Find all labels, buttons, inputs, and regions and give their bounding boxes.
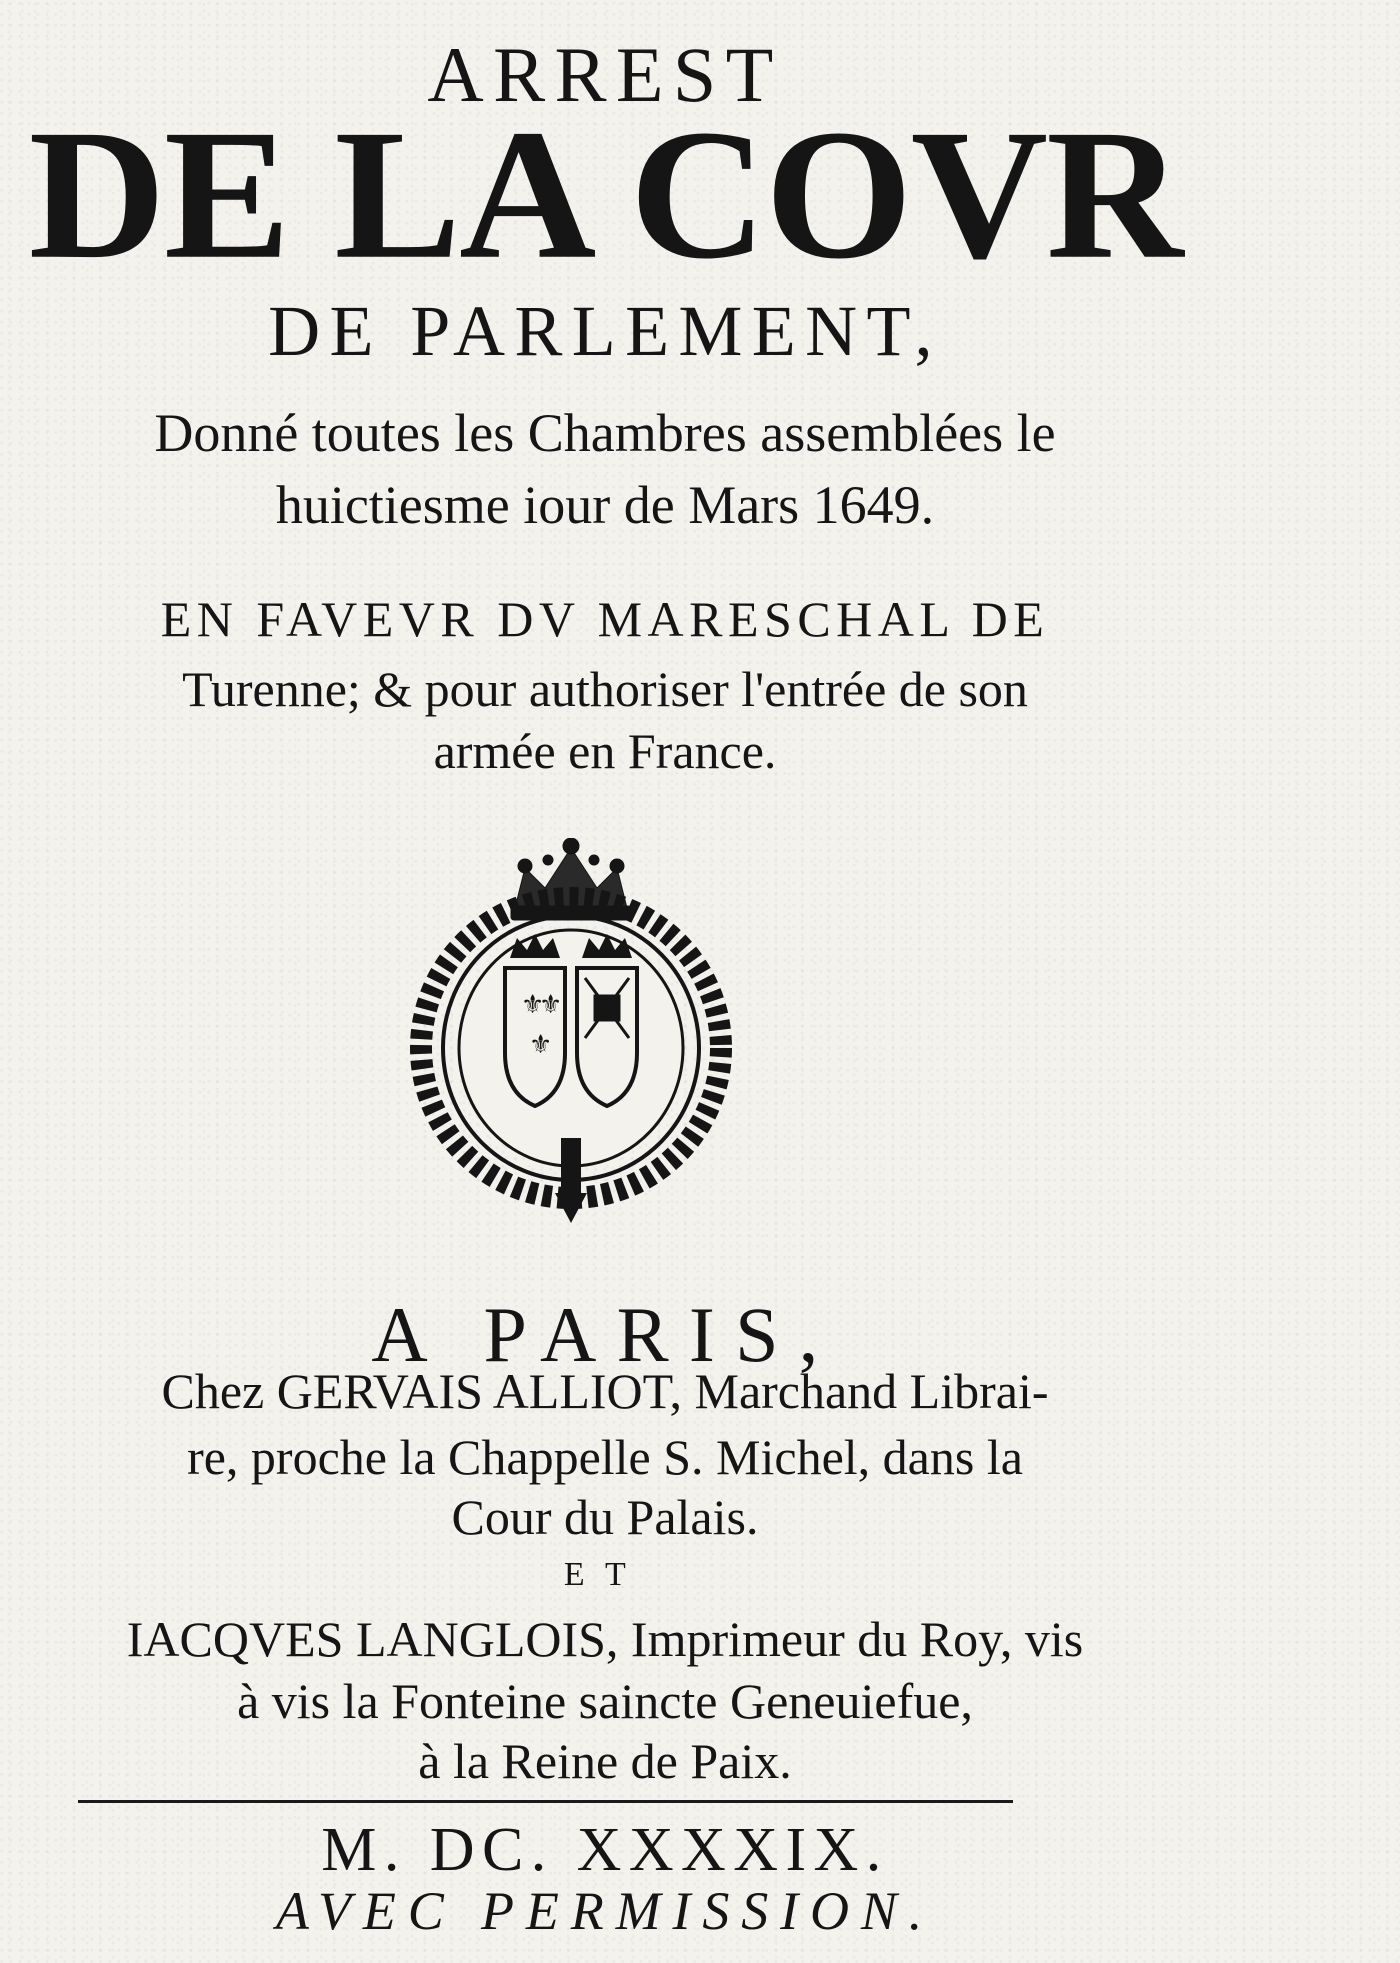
donne-line-1: Donné toutes les Chambres assemblées le xyxy=(154,403,1056,463)
title-de-parlement: DE PARLEMENT, xyxy=(268,291,942,371)
title-de-la-cour: DE LA COVR xyxy=(28,92,1182,298)
printer1-line-1: Chez GERVAIS ALLIOT, Marchand Librai- xyxy=(161,1363,1049,1419)
printer1-line-3: Cour du Palais. xyxy=(451,1489,759,1545)
faveur-line-2: Turenne; & pour authoriser l'entrée de son xyxy=(182,661,1028,717)
svg-text:⚜: ⚜ xyxy=(521,990,545,1020)
royal-coat-of-arms-icon xyxy=(405,838,737,1223)
publication-year: M. DC. XXXXIX. xyxy=(321,1816,889,1884)
permission-notice: AVEC PERMISSION. xyxy=(275,1881,935,1941)
svg-text:⚜: ⚜ xyxy=(539,990,563,1020)
faveur-line-3: armée en France. xyxy=(433,723,777,779)
printer2-line-3: à la Reine de Paix. xyxy=(418,1733,792,1789)
donne-line-2: huictiesme iour de Mars 1649. xyxy=(275,475,935,535)
printer2-line-2: à vis la Fonteine saincte Geneuiefue, xyxy=(237,1673,973,1729)
horizontal-rule xyxy=(78,1800,1013,1803)
faveur-line-1: EN FAVEVR DV MARESCHAL DE xyxy=(160,591,1050,647)
imprint-city: A PARIS, xyxy=(371,1291,839,1378)
imprint-et: ET xyxy=(563,1556,647,1593)
svg-text:⚜: ⚜ xyxy=(529,1030,553,1060)
title-arrest: ARREST xyxy=(427,31,783,118)
printer2-line-1: IACQVES LANGLOIS, Imprimeur du Roy, vis xyxy=(126,1611,1084,1667)
printer1-line-2: re, proche la Chappelle S. Michel, dans la xyxy=(187,1429,1023,1485)
